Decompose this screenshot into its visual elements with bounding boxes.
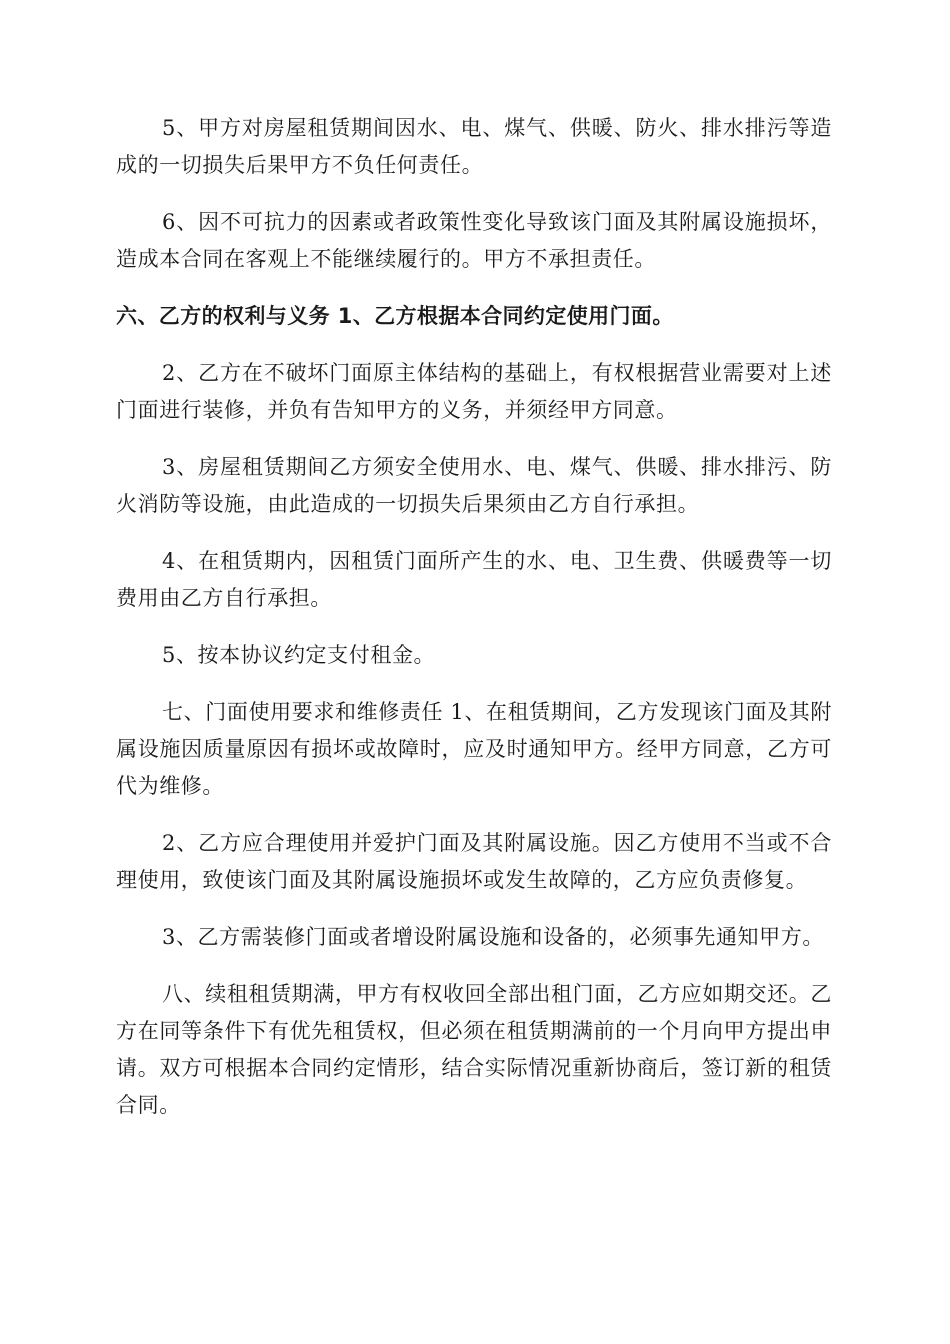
paragraph-clause-6-force-majeure: 6、因不可抗力的因素或者政策性变化导致该门面及其附属设施损坏，造成本合同在客观上不能继续履行的。甲方不承担责任。 (116, 210, 832, 271)
section-heading-party-b-rights: 六、乙方的权利与义务 1、乙方根据本合同约定使用门面。 (116, 304, 674, 328)
paragraph-clause-5-rent: 5、按本协议约定支付租金。 (162, 643, 436, 667)
paragraph-section-7-maintenance: 七、门面使用要求和维修责任 1、在租赁期间，乙方发现该门面及其附属设施因质量原因有损坏或故障时，应及时通知甲方。经甲方同意，乙方可代为维修。 (116, 700, 832, 798)
paragraph-clause-4-fees: 4、在租赁期内，因租赁门面所产生的水、电、卫生费、供暖费等一切费用由乙方自行承担。 (116, 549, 832, 610)
document-body (116, 110, 832, 1144)
paragraph-clause-3-notify: 3、乙方需装修门面或者增设附属设施和设备的，必须事先通知甲方。 (162, 925, 824, 949)
paragraph-clause-5-utilities: 5、甲方对房屋租赁期间因水、电、煤气、供暖、防火、排水排污等造成的一切损失后果甲方不负任何责任。 (116, 116, 832, 177)
paragraph-clause-2-proper-use: 2、乙方应合理使用并爱护门面及其附属设施。因乙方使用不当或不合理使用，致使该门面及其附属设施损坏或发生故障的，乙方应负责修复。 (116, 831, 832, 892)
paragraph-section-8-renewal: 八、续租租赁期满，甲方有权收回全部出租门面，乙方应如期交还。乙方在同等条件下有优先租赁权，但必须在租赁期满前的一个月向甲方提出申请。双方可根据本合同约定情形，结合实际情况重新协商后，签订新的租赁合同。 (116, 982, 832, 1117)
paragraph-clause-3-safety: 3、房屋租赁期间乙方须安全使用水、电、煤气、供暖、排水排污、防火消防等设施，由此造成的一切损失后果须由乙方自行承担。 (116, 455, 832, 516)
paragraph-clause-2-renovation: 2、乙方在不破坏门面原主体结构的基础上，有权根据营业需要对上述门面进行装修，并负有告知甲方的义务，并须经甲方同意。 (116, 361, 832, 422)
